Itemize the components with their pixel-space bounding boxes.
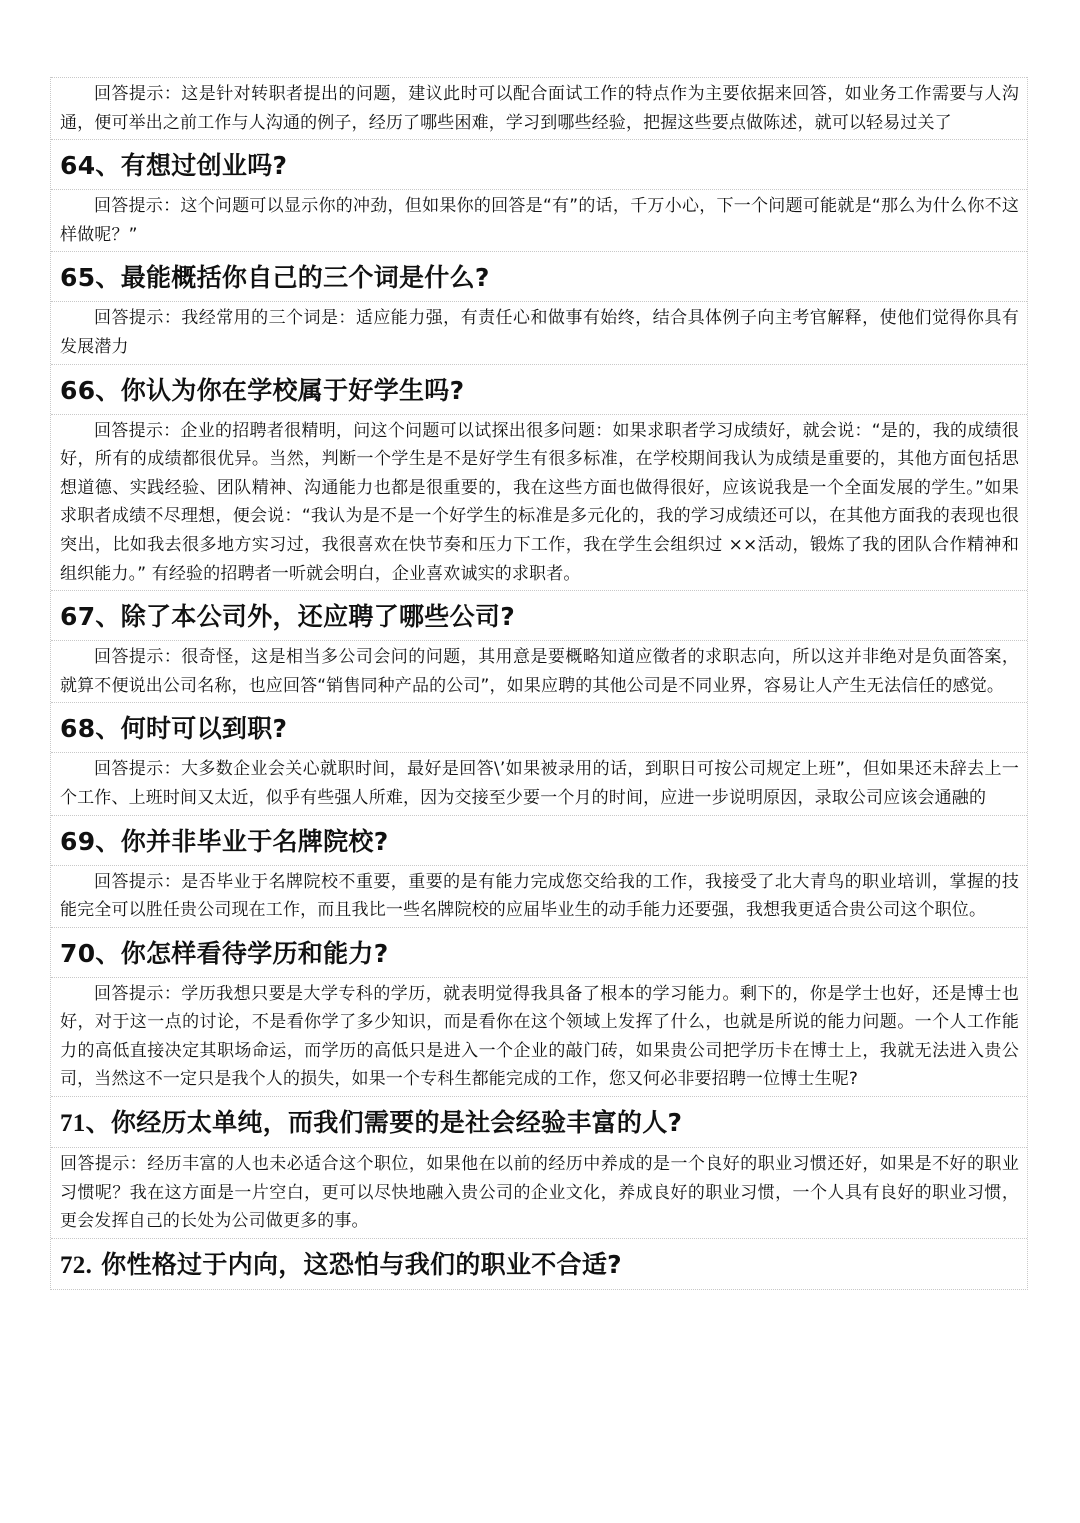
answer-tip-70: 回答提示：学历我想只要是大学专科的学历，就表明觉得我具备了根本的学习能力。剩下的，你是学士也好，还是博士也好，对于这一点的讨论，不是看你学了多少知识，而是看你在这个领域上发挥了什么，也就是所说的能力问题。一个人工作能力的高低直接决定其职场命运，而学历的高低只是进入一个企业的敲门砖，如果贵公司把学历卡在博士上，我就无法进入贵公司，当然这不一定只是我个人的损失，如果一个专科生都能完成的工作，您又何必非要招聘一位博士生呢? (51, 977, 1027, 1096)
question-number: 65 (60, 263, 96, 293)
question-title: 、何时可以到职? (95, 714, 288, 744)
question-title: 、你经历太单纯，而我们需要的是社会经验丰富的人? (85, 1108, 683, 1138)
question-title: 、除了本公司外，还应聘了哪些公司? (95, 602, 515, 632)
answer-tip-66: 回答提示：企业的招聘者很精明，问这个问题可以试探出很多问题：如果求职者学习成绩好，就会说：“是的，我的成绩很好，所有的成绩都很优异。当然，判断一个学生是不是好学生有很多标准，在学校期间我认为成绩是重要的，其他方面包括思想道德、实践经验、团队精神、沟通能力也都是很重要的，我在这些方面也做得很好，应该说我是一个全面发展的学生。”如果求职者成绩不尽理想，便会说：“我认为是不是一个好学生的标准是多元化的，我的学习成绩还可以，在其他方面我的表现也很突出，比如我去很多地方实习过，我很喜欢在快节奏和压力下工作，我在学生会组织过 ××活动，锻炼了我的团队合作精神和组织能力。” 有经验的招聘者一听就会明白，企业喜欢诚实的求职者。 (51, 414, 1027, 591)
document-page (50, 77, 1028, 1290)
question-heading-66 (51, 364, 1027, 414)
answer-tip-67: 回答提示：很奇怪，这是相当多公司会问的问题，其用意是要概略知道应徵者的求职志向，所以这并非绝对是负面答案，就算不便说出公司名称，也应回答“销售同种产品的公司”，如果应聘的其他公司是不同业界，容易让人产生无法信任的感觉。 (51, 640, 1027, 702)
answer-tip-64: 回答提示：这个问题可以显示你的冲劲，但如果你的回答是“有”的话，千万小心，下一个问题可能就是“那么为什么你不这样做呢？” (51, 189, 1027, 251)
question-title: 、有想过创业吗? (95, 151, 288, 181)
answer-tip-69: 回答提示：是否毕业于名牌院校不重要，重要的是有能力完成您交给我的工作，我接受了北大青鸟的职业培训，掌握的技能完全可以胜任贵公司现在工作，而且我比一些名牌院校的应届毕业生的动手能力还要强，我想我更适合贵公司这个职位。 (51, 865, 1027, 927)
question-number: 68 (60, 714, 96, 744)
question-heading-70 (51, 927, 1027, 977)
question-heading-65 (51, 251, 1027, 301)
question-heading-69 (51, 815, 1027, 865)
question-heading-67 (51, 590, 1027, 640)
question-number: 69 (60, 826, 96, 856)
question-number: 71 (60, 1110, 86, 1138)
question-heading-71 (51, 1096, 1027, 1147)
question-title: 你性格过于内向，这恐怕与我们的职业不合适? (92, 1249, 622, 1279)
question-heading-68 (51, 702, 1027, 752)
question-number: 64 (60, 151, 96, 181)
question-title: 、最能概括你自己的三个词是什么? (95, 263, 490, 293)
answer-tip-65: 回答提示：我经常用的三个词是：适应能力强，有责任心和做事有始终，结合具体例子向主考官解释，使他们觉得你具有发展潜力 (51, 301, 1027, 363)
answer-tip-68: 回答提示：大多数企业会关心就职时间，最好是回答\’如果被录用的话，到职日可按公司规定上班”，但如果还未辞去上一个工作、上班时间又太近，似乎有些强人所难，因为交接至少要一个月的时间，应进一步说明原因，录取公司应该会通融的 (51, 752, 1027, 814)
answer-tip-63: 回答提示：这是针对转职者提出的问题，建议此时可以配合面试工作的特点作为主要依据来回答，如业务工作需要与人沟通，便可举出之前工作与人沟通的例子，经历了哪些困难，学习到哪些经验，把握这些要点做陈述，就可以轻易过关了 (51, 77, 1027, 139)
question-number: 72. (60, 1251, 93, 1279)
question-title: 、你认为你在学校属于好学生吗? (95, 375, 465, 405)
answer-tip-71: 回答提示：经历丰富的人也未必适合这个职位，如果他在以前的经历中养成的是一个良好的职业习惯还好，如果是不好的职业习惯呢？我在这方面是一片空白，更可以尽快地融入贵公司的企业文化，养成良好的职业习惯，一个人具有良好的职业习惯，更会发挥自己的长处为公司做更多的事。 (51, 1147, 1027, 1238)
question-heading-72 (51, 1238, 1027, 1289)
question-number: 70 (60, 938, 96, 968)
question-title: 、你并非毕业于名牌院校? (95, 826, 389, 856)
question-heading-64 (51, 139, 1027, 189)
question-number: 67 (60, 602, 96, 632)
question-title: 、你怎样看待学历和能力? (95, 938, 389, 968)
question-number: 66 (60, 375, 96, 405)
